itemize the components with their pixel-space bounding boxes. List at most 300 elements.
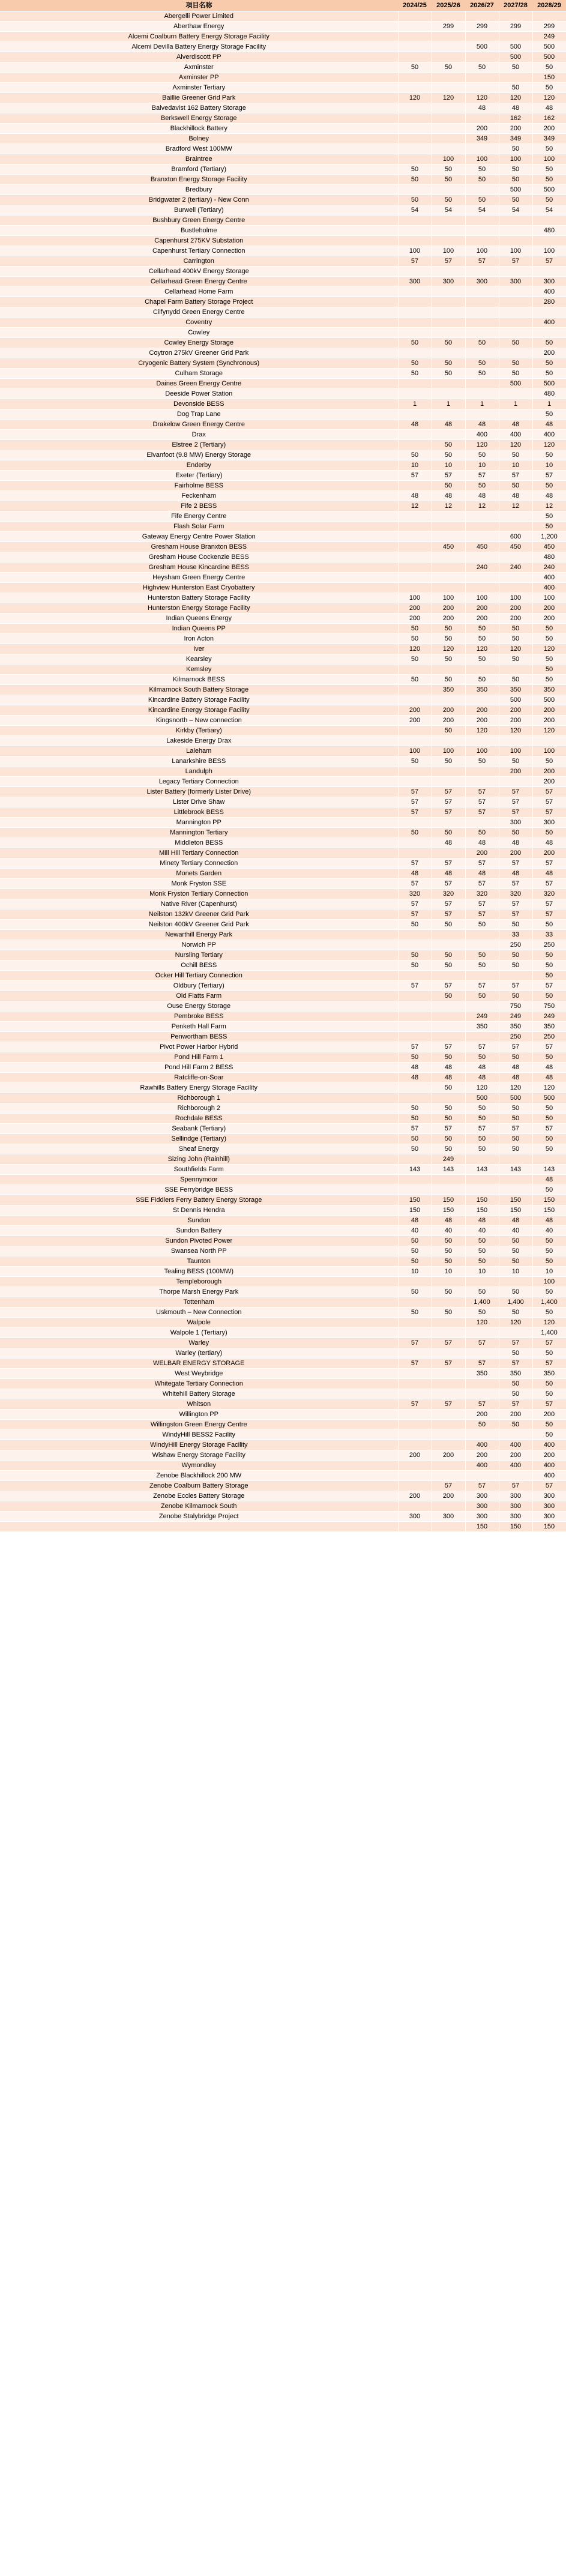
- cell-value: 1: [465, 399, 499, 409]
- cell-value: 50: [398, 358, 432, 369]
- table-row: [0, 1114, 566, 1124]
- cell-value: 50: [499, 164, 532, 175]
- cell-value: 50: [432, 1052, 465, 1063]
- cell-value: [432, 1022, 465, 1032]
- cell-value: 1: [398, 399, 432, 409]
- cell-value: 50: [499, 675, 532, 685]
- table-row: [0, 1430, 566, 1440]
- cell-value: 50: [499, 1379, 532, 1389]
- cell-value: 50: [532, 665, 566, 675]
- cell-value: 200: [532, 124, 566, 134]
- cell-value: [398, 22, 432, 32]
- cell-project-name: Templeborough: [0, 1277, 398, 1287]
- cell-project-name: Rochdale BESS: [0, 1114, 398, 1124]
- cell-value: 300: [499, 1512, 532, 1522]
- cell-value: 200: [499, 614, 532, 624]
- cell-project-name: Pembroke BESS: [0, 1012, 398, 1022]
- table-row: [0, 1042, 566, 1052]
- cell-value: [465, 1471, 499, 1481]
- cell-value: 120: [532, 93, 566, 103]
- header-2025-26: 2025/26: [432, 0, 465, 11]
- cell-value: [432, 216, 465, 226]
- cell-project-name: Middleton BESS: [0, 838, 398, 848]
- cell-value: 150: [465, 1195, 499, 1205]
- cell-value: 57: [532, 471, 566, 481]
- cell-value: 10: [532, 1267, 566, 1277]
- cell-value: 57: [432, 909, 465, 920]
- cell-project-name: Thorpe Marsh Energy Park: [0, 1287, 398, 1297]
- table-row: [0, 22, 566, 32]
- cell-value: 57: [499, 1124, 532, 1134]
- cell-value: [432, 103, 465, 113]
- cell-value: [499, 328, 532, 338]
- table-row: [0, 991, 566, 1001]
- cell-project-name: Carrington: [0, 256, 398, 267]
- table-row: [0, 1103, 566, 1114]
- table-row: [0, 685, 566, 695]
- cell-project-name: SSE Fiddlers Ferry Battery Energy Storage: [0, 1195, 398, 1205]
- cell-value: 150: [398, 1205, 432, 1216]
- cell-project-name: Native River (Capenhurst): [0, 899, 398, 909]
- cell-project-name: Daines Green Energy Centre: [0, 379, 398, 389]
- cell-value: [432, 1379, 465, 1389]
- cell-value: 150: [532, 73, 566, 83]
- cell-value: 300: [532, 1512, 566, 1522]
- cell-project-name: Lanarkshire BESS: [0, 756, 398, 767]
- cell-value: 48: [465, 1073, 499, 1083]
- cell-value: 120: [465, 726, 499, 736]
- cell-project-name: Iver: [0, 644, 398, 654]
- cell-value: [398, 563, 432, 573]
- cell-value: 50: [465, 950, 499, 961]
- cell-value: [398, 430, 432, 440]
- cell-project-name: Exeter (Tertiary): [0, 471, 398, 481]
- cell-value: 50: [532, 1430, 566, 1440]
- cell-value: [398, 848, 432, 858]
- cell-value: 57: [532, 256, 566, 267]
- cell-value: 400: [499, 1440, 532, 1450]
- cell-value: 57: [532, 807, 566, 818]
- cell-value: 200: [432, 705, 465, 716]
- cell-project-name: Gresham House Cockenzie BESS: [0, 552, 398, 563]
- cell-project-name: Baillie Greener Grid Park: [0, 93, 398, 103]
- cell-value: 150: [532, 1522, 566, 1532]
- cell-value: 40: [398, 1226, 432, 1236]
- cell-value: 50: [465, 1420, 499, 1430]
- cell-value: 57: [465, 899, 499, 909]
- cell-project-name: Pond Hill Farm 1: [0, 1052, 398, 1063]
- cell-value: [499, 236, 532, 246]
- cell-value: [432, 1410, 465, 1420]
- cell-value: 48: [499, 420, 532, 430]
- cell-value: [465, 1032, 499, 1042]
- cell-value: 48: [398, 1073, 432, 1083]
- cell-value: 50: [532, 950, 566, 961]
- cell-value: 50: [532, 338, 566, 348]
- cell-project-name: Norwich PP: [0, 940, 398, 950]
- cell-project-name: Hunterston Battery Storage Facility: [0, 593, 398, 603]
- table-row: [0, 1389, 566, 1399]
- cell-value: 10: [432, 1267, 465, 1277]
- cell-value: 50: [432, 920, 465, 930]
- cell-value: [465, 511, 499, 522]
- cell-value: [432, 389, 465, 399]
- cell-value: 450: [465, 542, 499, 552]
- cell-value: 300: [532, 277, 566, 287]
- table-row: [0, 787, 566, 797]
- cell-value: 50: [499, 195, 532, 205]
- cell-value: 200: [499, 124, 532, 134]
- cell-value: 50: [398, 828, 432, 838]
- cell-value: 50: [532, 675, 566, 685]
- cell-value: [465, 348, 499, 358]
- cell-value: 50: [465, 991, 499, 1001]
- table-row: [0, 1256, 566, 1267]
- cell-project-name: Willington PP: [0, 1410, 398, 1420]
- cell-value: [398, 1022, 432, 1032]
- cell-project-name: Mannington PP: [0, 818, 398, 828]
- cell-value: [465, 665, 499, 675]
- cell-project-name: Zenobe Coalburn Battery Storage: [0, 1481, 398, 1491]
- cell-project-name: Alcemi Devilla Battery Energy Storage Facility: [0, 42, 398, 52]
- cell-value: [465, 777, 499, 787]
- cell-value: 350: [499, 1022, 532, 1032]
- cell-value: 300: [465, 277, 499, 287]
- cell-value: [432, 1032, 465, 1042]
- cell-value: 48: [398, 1063, 432, 1073]
- cell-value: 50: [499, 1144, 532, 1154]
- cell-value: 200: [465, 1410, 499, 1420]
- cell-project-name: Littlebrook BESS: [0, 807, 398, 818]
- cell-project-name: Cowley: [0, 328, 398, 338]
- cell-value: 48: [532, 869, 566, 879]
- table-row: [0, 726, 566, 736]
- cell-value: [465, 736, 499, 746]
- cell-value: 54: [499, 205, 532, 216]
- cell-value: 50: [499, 1103, 532, 1114]
- cell-value: 50: [398, 675, 432, 685]
- cell-project-name: Elstree 2 (Tertiary): [0, 440, 398, 450]
- cell-value: 200: [398, 614, 432, 624]
- cell-value: 50: [532, 1348, 566, 1359]
- cell-value: 50: [465, 624, 499, 634]
- cell-value: [398, 1001, 432, 1012]
- table-row: [0, 42, 566, 52]
- cell-value: 240: [499, 563, 532, 573]
- table-row: [0, 52, 566, 62]
- cell-value: 300: [465, 1501, 499, 1512]
- cell-value: [432, 777, 465, 787]
- table-row: [0, 103, 566, 113]
- cell-value: 57: [465, 1481, 499, 1491]
- cell-value: [465, 1001, 499, 1012]
- cell-value: 400: [465, 1461, 499, 1471]
- cell-value: 100: [499, 246, 532, 256]
- cell-project-name: Zenobe Eccles Battery Storage: [0, 1491, 398, 1501]
- cell-value: 57: [532, 1481, 566, 1491]
- table-row: [0, 205, 566, 216]
- cell-value: 48: [432, 1063, 465, 1073]
- cell-project-name: Feckenham: [0, 491, 398, 501]
- cell-project-name: Monets Garden: [0, 869, 398, 879]
- cell-value: 50: [465, 920, 499, 930]
- table-row: [0, 879, 566, 889]
- cell-value: 50: [532, 1308, 566, 1318]
- cell-value: [398, 134, 432, 144]
- cell-value: 54: [432, 205, 465, 216]
- cell-value: 100: [398, 593, 432, 603]
- cell-value: [432, 226, 465, 236]
- table-row: [0, 899, 566, 909]
- cell-value: 57: [465, 981, 499, 991]
- cell-value: [398, 971, 432, 981]
- cell-value: [465, 583, 499, 593]
- cell-value: 50: [432, 624, 465, 634]
- cell-value: [432, 1318, 465, 1328]
- cell-project-name: Whitegate Tertiary Connection: [0, 1379, 398, 1389]
- cell-value: 57: [465, 1359, 499, 1369]
- table-row: [0, 1001, 566, 1012]
- table-row: [0, 164, 566, 175]
- cell-value: [499, 32, 532, 42]
- table-row: [0, 318, 566, 328]
- cell-value: [432, 1389, 465, 1399]
- cell-value: [465, 52, 499, 62]
- cell-value: 50: [465, 1103, 499, 1114]
- cell-value: 50: [465, 1308, 499, 1318]
- cell-value: 100: [398, 746, 432, 756]
- cell-value: 400: [532, 287, 566, 297]
- cell-value: 57: [465, 858, 499, 869]
- cell-project-name: Lister Drive Shaw: [0, 797, 398, 807]
- cell-value: [398, 1154, 432, 1165]
- cell-value: 48: [398, 420, 432, 430]
- table-row: [0, 175, 566, 185]
- table-row: [0, 124, 566, 134]
- cell-value: 50: [532, 1114, 566, 1124]
- cell-value: [532, 307, 566, 318]
- cell-project-name: Ocker Hill Tertiary Connection: [0, 971, 398, 981]
- cell-value: 48: [432, 869, 465, 879]
- cell-value: [432, 1420, 465, 1430]
- cell-value: 50: [398, 1114, 432, 1124]
- cell-value: 200: [432, 1450, 465, 1461]
- cell-project-name: Neilston 400kV Greener Grid Park: [0, 920, 398, 930]
- cell-value: 57: [465, 909, 499, 920]
- cell-value: [499, 522, 532, 532]
- cell-value: 300: [465, 1491, 499, 1501]
- cell-value: [398, 287, 432, 297]
- cell-project-name: Monk Fryston SSE: [0, 879, 398, 889]
- cell-value: 57: [432, 1338, 465, 1348]
- table-row: [0, 920, 566, 930]
- cell-project-name: Cellarhead Green Energy Centre: [0, 277, 398, 287]
- table-row: [0, 1410, 566, 1420]
- table-row: [0, 256, 566, 267]
- cell-project-name: Alcemi Coalburn Battery Energy Storage Facility: [0, 32, 398, 42]
- cell-value: [398, 379, 432, 389]
- cell-value: [465, 532, 499, 542]
- cell-value: 40: [532, 1226, 566, 1236]
- cell-value: [398, 1440, 432, 1450]
- cell-value: 250: [532, 1032, 566, 1042]
- table-row: [0, 583, 566, 593]
- cell-value: 57: [432, 1124, 465, 1134]
- cell-value: 57: [432, 1399, 465, 1410]
- cell-project-name: West Weybridge: [0, 1369, 398, 1379]
- cell-value: 200: [432, 716, 465, 726]
- header-row: [0, 0, 566, 11]
- cell-value: 50: [499, 654, 532, 665]
- cell-project-name: Laleham: [0, 746, 398, 756]
- cell-value: [398, 440, 432, 450]
- cell-value: 50: [532, 1246, 566, 1256]
- table-row: [0, 1154, 566, 1165]
- cell-value: [398, 52, 432, 62]
- cell-value: 50: [398, 1246, 432, 1256]
- cell-value: 50: [398, 338, 432, 348]
- cell-value: 57: [465, 807, 499, 818]
- cell-value: [398, 73, 432, 83]
- cell-value: 50: [465, 450, 499, 460]
- cell-value: 400: [532, 1471, 566, 1481]
- cell-value: 10: [532, 460, 566, 471]
- cell-project-name: Mannington Tertiary: [0, 828, 398, 838]
- cell-value: 200: [532, 603, 566, 614]
- cell-project-name: Bradford West 100MW: [0, 144, 398, 154]
- cell-value: 57: [499, 797, 532, 807]
- table-row: [0, 705, 566, 716]
- cell-value: [398, 1185, 432, 1195]
- cell-value: [398, 1410, 432, 1420]
- cell-value: 320: [465, 889, 499, 899]
- cell-value: 480: [532, 226, 566, 236]
- cell-value: 57: [398, 981, 432, 991]
- cell-value: 120: [499, 1083, 532, 1093]
- cell-value: 57: [398, 879, 432, 889]
- table-row: [0, 1308, 566, 1318]
- cell-value: 150: [532, 1195, 566, 1205]
- cell-value: 40: [432, 1226, 465, 1236]
- cell-value: 50: [432, 726, 465, 736]
- cell-value: 57: [532, 858, 566, 869]
- cell-value: [432, 430, 465, 440]
- cell-value: 50: [465, 481, 499, 491]
- cell-value: 299: [499, 22, 532, 32]
- cell-value: 48: [465, 869, 499, 879]
- cell-project-name: Bridgwater 2 (tertiary) - New Conn: [0, 195, 398, 205]
- cell-project-name: Richborough 2: [0, 1103, 398, 1114]
- cell-value: [499, 216, 532, 226]
- table-row: [0, 236, 566, 246]
- cell-value: 50: [499, 1308, 532, 1318]
- table-row: [0, 1195, 566, 1205]
- cell-value: 50: [499, 1287, 532, 1297]
- table-row: [0, 1481, 566, 1491]
- table-row: [0, 848, 566, 858]
- table-row: [0, 1522, 566, 1532]
- cell-value: [499, 318, 532, 328]
- cell-value: 50: [499, 920, 532, 930]
- cell-value: [499, 1277, 532, 1287]
- cell-value: 249: [432, 1154, 465, 1165]
- cell-value: 50: [532, 450, 566, 460]
- cell-value: 48: [398, 869, 432, 879]
- cell-value: 300: [532, 1491, 566, 1501]
- table-row: [0, 1165, 566, 1175]
- cell-value: 50: [432, 450, 465, 460]
- table-row: [0, 767, 566, 777]
- cell-project-name: Capenhurst Tertiary Connection: [0, 246, 398, 256]
- table-row: [0, 552, 566, 563]
- cell-value: 50: [499, 1348, 532, 1359]
- cell-project-name: Hunterston Energy Storage Facility: [0, 603, 398, 614]
- cell-value: 50: [465, 369, 499, 379]
- table-row: [0, 624, 566, 634]
- cell-project-name: Alverdiscott PP: [0, 52, 398, 62]
- cell-value: 50: [432, 1083, 465, 1093]
- cell-value: 10: [499, 460, 532, 471]
- cell-project-name: Mill Hill Tertiary Connection: [0, 848, 398, 858]
- cell-project-name: Abergelli Power Limited: [0, 11, 398, 22]
- cell-value: 57: [532, 787, 566, 797]
- cell-project-name: Walpole: [0, 1318, 398, 1328]
- cell-value: 350: [465, 1369, 499, 1379]
- cell-value: [499, 409, 532, 420]
- cell-value: [398, 1032, 432, 1042]
- cell-value: 600: [499, 532, 532, 542]
- cell-value: [532, 328, 566, 338]
- cell-value: 50: [432, 62, 465, 73]
- cell-value: 48: [532, 420, 566, 430]
- cell-value: 400: [465, 430, 499, 440]
- cell-value: 50: [532, 481, 566, 491]
- cell-project-name: [0, 1522, 398, 1532]
- cell-value: [465, 1175, 499, 1185]
- table-row: [0, 420, 566, 430]
- cell-value: 100: [432, 246, 465, 256]
- table-row: [0, 573, 566, 583]
- table-row: [0, 869, 566, 879]
- cell-value: 120: [532, 644, 566, 654]
- cell-value: 50: [465, 675, 499, 685]
- cell-value: 50: [499, 961, 532, 971]
- cell-value: 50: [398, 164, 432, 175]
- cell-value: [432, 552, 465, 563]
- cell-value: [499, 971, 532, 981]
- cell-project-name: Richborough 1: [0, 1093, 398, 1103]
- cell-value: [432, 307, 465, 318]
- table-row: [0, 440, 566, 450]
- table-row: [0, 471, 566, 481]
- cell-value: [398, 226, 432, 236]
- cell-project-name: Gateway Energy Centre Power Station: [0, 532, 398, 542]
- cell-value: [465, 1389, 499, 1399]
- cell-value: 50: [499, 991, 532, 1001]
- cell-value: 500: [532, 52, 566, 62]
- cell-value: [499, 1154, 532, 1165]
- cell-value: 50: [465, 1134, 499, 1144]
- cell-value: 50: [532, 522, 566, 532]
- cell-value: [398, 991, 432, 1001]
- table-row: [0, 450, 566, 460]
- cell-value: 48: [532, 1073, 566, 1083]
- cell-value: 400: [532, 573, 566, 583]
- cell-value: [398, 216, 432, 226]
- cell-value: [432, 287, 465, 297]
- cell-value: 50: [499, 481, 532, 491]
- cell-value: 200: [499, 848, 532, 858]
